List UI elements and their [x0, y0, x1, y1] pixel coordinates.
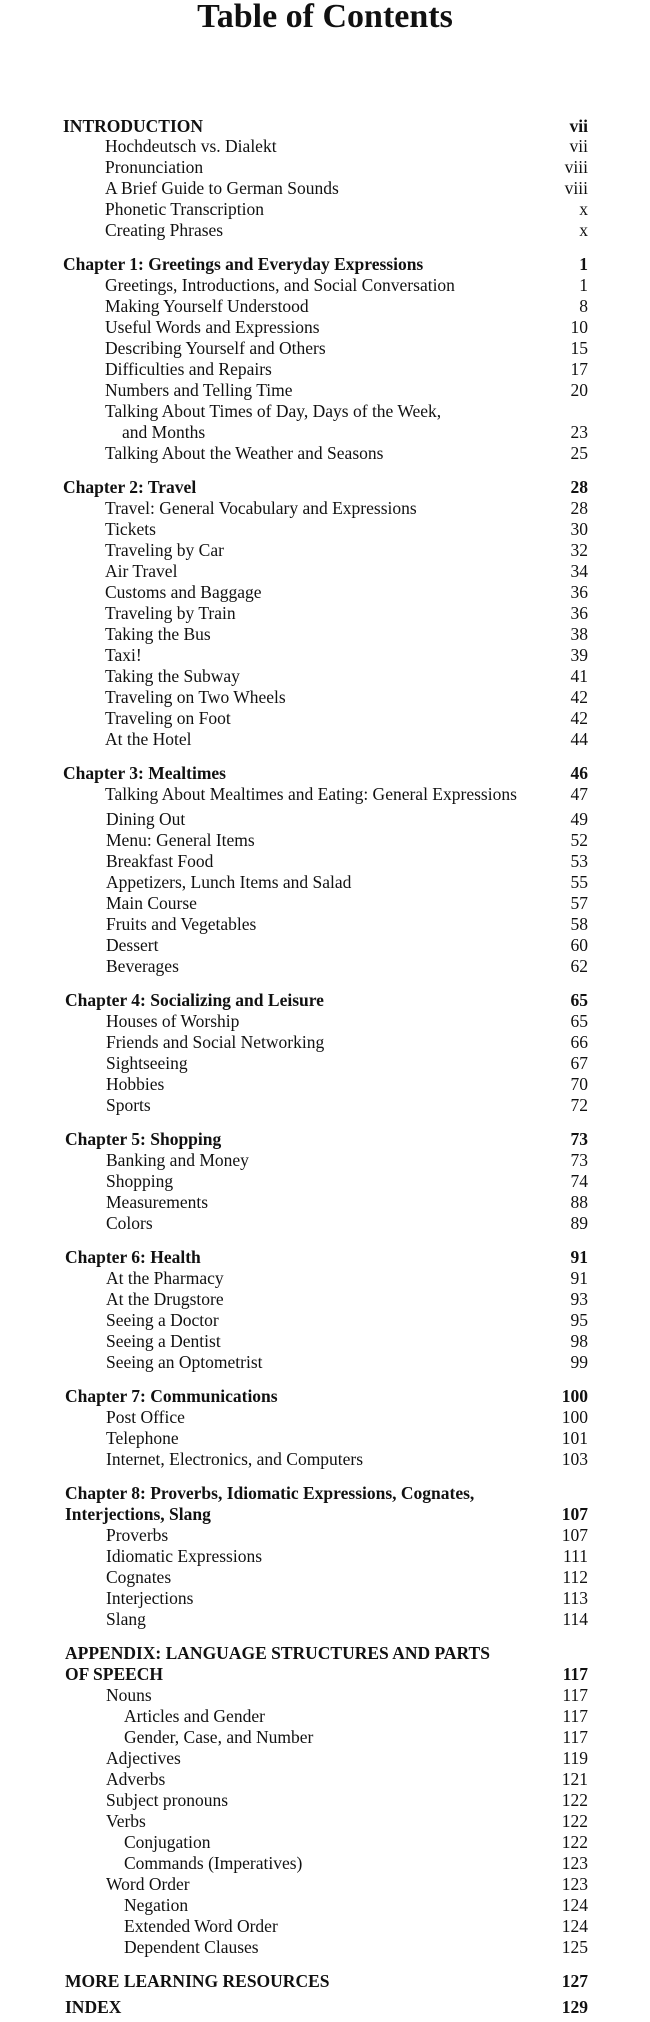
toc-entry-page-number: 42	[570, 687, 588, 707]
toc-entry-label: Interjections	[106, 1588, 194, 1608]
toc-entry[interactable]	[0, 1331, 650, 1352]
toc-entry-label: At the Hotel	[105, 729, 192, 749]
toc-entry-page-number: 123	[561, 1853, 588, 1873]
toc-entry-page-number: 91	[570, 1247, 588, 1267]
toc-entry-page-number: 57	[570, 893, 588, 913]
toc-entry[interactable]	[0, 1095, 650, 1116]
toc-entry-label: Post Office	[106, 1407, 185, 1427]
toc-entry-page-number: 93	[570, 1289, 588, 1309]
toc-entry-page-number: 30	[570, 519, 588, 539]
toc-entry-label: Talking About Mealtimes and Eating: General Expressions	[105, 784, 517, 804]
toc-entry-page-number: 123	[561, 1874, 588, 1894]
toc-entry[interactable]	[0, 1032, 650, 1053]
toc-entry-label: Taking the Bus	[105, 624, 211, 644]
toc-entry-label: Traveling by Car	[105, 540, 224, 560]
toc-entry[interactable]	[0, 1916, 650, 1937]
toc-entry-label: Commands (Imperatives)	[124, 1853, 303, 1873]
toc-section-heading[interactable]	[0, 990, 650, 1011]
toc-entry[interactable]	[0, 1053, 650, 1074]
toc-entry-label: Seeing a Dentist	[106, 1331, 221, 1351]
toc-entry-page-number: 124	[561, 1916, 588, 1936]
toc-entry-page-number: 36	[570, 603, 588, 623]
toc-entry[interactable]	[0, 338, 650, 359]
toc-entry-label: Measurements	[106, 1192, 209, 1212]
toc-entry-page-number: 65	[570, 990, 588, 1010]
toc-entry-label: Gender, Case, and Number	[124, 1727, 314, 1747]
toc-entry-label: Making Yourself Understood	[105, 296, 309, 316]
toc-entry-page-number: 60	[570, 935, 588, 955]
toc-entry-label: Chapter 7: Communications	[65, 1386, 278, 1406]
toc-section-heading[interactable]	[0, 763, 650, 784]
toc-entry-label: Adjectives	[106, 1748, 181, 1768]
toc-entry-page-number: 117	[562, 1727, 588, 1747]
toc-section-heading[interactable]	[0, 1483, 650, 1504]
toc-entry[interactable]	[0, 1895, 650, 1916]
toc-section-heading[interactable]	[0, 1247, 650, 1268]
toc-entry-page-number: 99	[570, 1352, 588, 1372]
toc-entry-label: Chapter 2: Travel	[63, 477, 197, 497]
toc-entry-page-number: 17	[570, 359, 588, 379]
toc-entry[interactable]	[0, 872, 650, 893]
toc-entry-page-number: 62	[570, 956, 588, 976]
toc-entry-page-number: 66	[570, 1032, 588, 1052]
toc-entry-page-number: 117	[562, 1706, 588, 1726]
toc-section-heading[interactable]	[0, 1386, 650, 1407]
toc-entry-page-number: 25	[570, 443, 588, 463]
toc-entry-page-number: 111	[563, 1546, 588, 1566]
toc-entry[interactable]	[0, 1748, 650, 1769]
toc-entry-page-number: 72	[570, 1095, 588, 1115]
toc-entry-label: Extended Word Order	[124, 1916, 278, 1936]
toc-entry-label: Chapter 5: Shopping	[65, 1129, 222, 1149]
toc-entry-label: Customs and Baggage	[105, 582, 262, 602]
toc-entry[interactable]	[0, 1811, 650, 1832]
toc-entry-label: Shopping	[106, 1171, 174, 1191]
toc-entry-page-number: vii	[569, 136, 588, 156]
toc-entry-page-number: 42	[570, 708, 588, 728]
toc-entry[interactable]	[0, 1268, 650, 1289]
toc-entry-label: Dining Out	[106, 809, 186, 829]
toc-entry[interactable]	[0, 136, 650, 157]
toc-entry-label: MORE LEARNING RESOURCES	[65, 1971, 330, 1991]
toc-entry[interactable]	[0, 687, 650, 708]
toc-entry-page-number: 73	[570, 1129, 588, 1149]
toc-entry[interactable]	[0, 178, 650, 199]
toc-entry[interactable]	[0, 519, 650, 540]
toc-entry[interactable]	[0, 1727, 650, 1748]
toc-entry-label: INTRODUCTION	[63, 116, 204, 136]
toc-entry-label: Traveling on Foot	[105, 708, 231, 728]
toc-entry-label: Traveling on Two Wheels	[105, 687, 286, 707]
toc-entry-label: Travel: General Vocabulary and Expressions	[105, 498, 417, 518]
toc-entry-page-number: 10	[570, 317, 588, 337]
toc-entry[interactable]	[0, 359, 650, 380]
toc-entry-label: Slang	[106, 1609, 146, 1629]
toc-entry[interactable]	[0, 1449, 650, 1470]
toc-entry[interactable]	[0, 1546, 650, 1567]
toc-entry[interactable]	[0, 1832, 650, 1853]
toc-entry-page-number: 15	[570, 338, 588, 358]
page-title: Table of Contents	[197, 0, 453, 35]
toc-entry-page-number: 23	[570, 422, 588, 442]
toc-entry-label: Verbs	[106, 1811, 146, 1831]
toc-entry-page-number: 88	[570, 1192, 588, 1212]
toc-entry[interactable]	[0, 1874, 650, 1895]
toc-entry[interactable]	[0, 603, 650, 624]
toc-entry-page-number: 107	[561, 1504, 588, 1524]
toc-entry-page-number: 122	[561, 1811, 588, 1831]
toc-entry[interactable]	[0, 1937, 650, 1958]
toc-entry-label: Proverbs	[106, 1525, 169, 1545]
toc-entry-page-number: 112	[562, 1567, 588, 1587]
toc-entry-page-number: 8	[579, 296, 588, 316]
toc-entry-page-number: 95	[570, 1310, 588, 1330]
toc-entry[interactable]	[0, 956, 650, 977]
toc-entry-page-number: 55	[570, 872, 588, 892]
toc-entry-page-number: 91	[570, 1268, 588, 1288]
toc-entry-label: Fruits and Vegetables	[106, 914, 257, 934]
toc-entry[interactable]	[0, 401, 650, 422]
toc-entry[interactable]	[0, 914, 650, 935]
toc-entry-label: Friends and Social Networking	[106, 1032, 325, 1052]
toc-entry[interactable]	[0, 1588, 650, 1609]
toc-entry-page-number: vii	[569, 116, 588, 136]
toc-entry[interactable]	[0, 1289, 650, 1310]
toc-entry-page-number: 36	[570, 582, 588, 602]
toc-entry-label: Word Order	[106, 1874, 190, 1894]
toc-entry-page-number: 101	[561, 1428, 588, 1448]
toc-entry[interactable]	[0, 582, 650, 603]
toc-entry[interactable]	[0, 422, 650, 443]
toc-entry-label: Seeing an Optometrist	[106, 1352, 263, 1372]
toc-entry[interactable]	[0, 540, 650, 561]
toc-entry-page-number: 117	[562, 1664, 588, 1684]
toc-entry-page-number: 38	[570, 624, 588, 644]
toc-entry-page-number: 129	[561, 1997, 588, 2017]
toc-section-heading[interactable]	[0, 477, 650, 498]
toc-section-heading[interactable]	[0, 1504, 650, 1525]
toc-entry-label: Idiomatic Expressions	[106, 1546, 263, 1566]
toc-entry-label: Beverages	[106, 956, 179, 976]
toc-entry[interactable]	[0, 317, 650, 338]
toc-entry-page-number: 53	[570, 851, 588, 871]
toc-entry-label: Telephone	[106, 1428, 179, 1448]
toc-entry-page-number: 1	[579, 254, 588, 274]
toc-entry[interactable]	[0, 498, 650, 519]
toc-entry-label: Dependent Clauses	[124, 1937, 259, 1957]
toc-entry[interactable]	[0, 893, 650, 914]
toc-entry-page-number: 103	[561, 1449, 588, 1469]
toc-entry-label: APPENDIX: LANGUAGE STRUCTURES AND PARTS	[65, 1643, 490, 1663]
toc-entry-label: Difficulties and Repairs	[105, 359, 272, 379]
toc-entry-page-number: 121	[561, 1769, 588, 1789]
toc-entry-label: Seeing a Doctor	[106, 1310, 219, 1330]
toc-entry-page-number: 49	[570, 809, 588, 829]
toc-entry[interactable]	[0, 1685, 650, 1706]
toc-entry[interactable]	[0, 1011, 650, 1032]
toc-entry[interactable]	[0, 380, 650, 401]
toc-entry[interactable]	[0, 1310, 650, 1331]
toc-entry-page-number: 100	[561, 1407, 588, 1427]
toc-entry[interactable]	[0, 708, 650, 729]
toc-entry-page-number: x	[579, 220, 588, 240]
toc-entry[interactable]	[0, 729, 650, 750]
toc-entry-page-number: 127	[561, 1971, 588, 1991]
toc-entry-label: Negation	[124, 1895, 189, 1915]
toc-entry-label: Nouns	[106, 1685, 152, 1705]
toc-entry[interactable]	[0, 1769, 650, 1790]
toc-entry-label: Traveling by Train	[105, 603, 236, 623]
toc-entry-label: Greetings, Introductions, and Social Conversation	[105, 275, 455, 295]
toc-entry-page-number: 47	[570, 784, 588, 804]
toc-entry-label: At the Pharmacy	[106, 1268, 224, 1288]
toc-entry[interactable]	[0, 561, 650, 582]
toc-entry-page-number: 41	[570, 666, 588, 686]
toc-entry-page-number: 20	[570, 380, 588, 400]
toc-section-heading[interactable]	[0, 1997, 650, 2018]
toc-entry-label: Dessert	[106, 935, 159, 955]
toc-entry-label: Tickets	[105, 519, 156, 539]
toc-entry-page-number: viii	[564, 178, 588, 198]
toc-entry-page-number: 65	[570, 1011, 588, 1031]
toc-entry[interactable]	[0, 1525, 650, 1546]
toc-section-heading[interactable]	[0, 116, 650, 137]
toc-entry[interactable]	[0, 645, 650, 666]
toc-entry[interactable]	[0, 1706, 650, 1727]
toc-entry[interactable]	[0, 851, 650, 872]
toc-entry[interactable]	[0, 624, 650, 645]
toc-entry[interactable]	[0, 1352, 650, 1373]
toc-entry-label: OF SPEECH	[65, 1664, 164, 1684]
toc-entry[interactable]	[0, 935, 650, 956]
toc-entry-label: Breakfast Food	[106, 851, 214, 871]
toc-entry-label: and Months	[122, 422, 206, 442]
toc-entry[interactable]	[0, 1567, 650, 1588]
toc-entry-label: Useful Words and Expressions	[105, 317, 320, 337]
toc-entry-label: Numbers and Telling Time	[105, 380, 293, 400]
toc-entry-page-number: x	[579, 199, 588, 219]
toc-entry-label: Sightseeing	[106, 1053, 188, 1073]
toc-entry-page-number: 58	[570, 914, 588, 934]
toc-entry-label: Appetizers, Lunch Items and Salad	[106, 872, 352, 892]
toc-entry-label: Describing Yourself and Others	[105, 338, 326, 358]
toc-entry[interactable]	[0, 296, 650, 317]
toc-entry-label: Subject pronouns	[106, 1790, 229, 1810]
toc-entry-label: Taxi!	[105, 645, 142, 665]
toc-entry-page-number: 113	[562, 1588, 588, 1608]
toc-entry-label: Chapter 6: Health	[65, 1247, 201, 1267]
toc-entry-label: Chapter 3: Mealtimes	[63, 763, 226, 783]
toc-entry-label: Talking About Times of Day, Days of the Week,	[105, 401, 442, 421]
toc-entry[interactable]	[0, 199, 650, 220]
toc-entry-label: Taking the Subway	[105, 666, 240, 686]
toc-entry[interactable]	[0, 784, 650, 805]
toc-entry-page-number: 100	[561, 1386, 588, 1406]
toc-entry-label: Phonetic Transcription	[105, 199, 264, 219]
toc-entry-page-number: 52	[570, 830, 588, 850]
toc-entry-page-number: 34	[570, 561, 588, 581]
toc-entry-label: Sports	[106, 1095, 151, 1115]
toc-entry-label: Cognates	[106, 1567, 172, 1587]
toc-entry[interactable]	[0, 1428, 650, 1449]
toc-entry[interactable]	[0, 1790, 650, 1811]
toc-entry-page-number: 125	[561, 1937, 588, 1957]
toc-entry-page-number: 39	[570, 645, 588, 665]
toc-entry-page-number: 107	[561, 1525, 588, 1545]
toc-entry-page-number: 124	[561, 1895, 588, 1915]
toc-entry-label: Air Travel	[105, 561, 178, 581]
toc-entry-page-number: 46	[570, 763, 588, 783]
toc-entry-page-number: 28	[570, 477, 588, 497]
toc-entry-label: Adverbs	[106, 1769, 166, 1789]
toc-entry[interactable]	[0, 1609, 650, 1630]
toc-entry-page-number: 117	[562, 1685, 588, 1705]
toc-entry-label: At the Drugstore	[106, 1289, 224, 1309]
toc-entry-label: Houses of Worship	[106, 1011, 240, 1031]
toc-entry-label: Hochdeutsch vs. Dialekt	[105, 136, 277, 156]
toc-entry[interactable]	[0, 1171, 650, 1192]
toc-entry-label: Talking About the Weather and Seasons	[105, 443, 384, 463]
toc-entry-label: Chapter 1: Greetings and Everyday Expressions	[63, 254, 424, 274]
toc-entry-label: Chapter 8: Proverbs, Idiomatic Expressions, Cognates,	[65, 1483, 475, 1503]
toc-entry-label: Conjugation	[124, 1832, 211, 1852]
toc-entry-page-number: 73	[570, 1150, 588, 1170]
toc-entry-page-number: 89	[570, 1213, 588, 1233]
toc-entry-page-number: 74	[570, 1171, 588, 1191]
toc-entry[interactable]	[0, 1853, 650, 1874]
toc-entry-page-number: 44	[570, 729, 588, 749]
toc-entry-page-number: 98	[570, 1331, 588, 1351]
toc-entry[interactable]	[0, 1074, 650, 1095]
toc-entry[interactable]	[0, 809, 650, 830]
toc-entry[interactable]	[0, 443, 650, 464]
toc-entry[interactable]	[0, 1192, 650, 1213]
toc-entry[interactable]	[0, 830, 650, 851]
toc-entry-label: Pronunciation	[105, 157, 204, 177]
toc-entry-page-number: 70	[570, 1074, 588, 1094]
toc-section-heading[interactable]	[0, 1971, 650, 1992]
toc-entry-label: Chapter 4: Socializing and Leisure	[65, 990, 324, 1010]
toc-entry-page-number: 122	[561, 1790, 588, 1810]
toc-entry-page-number: 32	[570, 540, 588, 560]
toc-entry-label: INDEX	[65, 1997, 122, 2017]
toc-section-heading[interactable]	[0, 1129, 650, 1150]
toc-entry-label: Banking and Money	[106, 1150, 249, 1170]
toc-entry-label: Menu: General Items	[106, 830, 255, 850]
toc-entry-label: Creating Phrases	[105, 220, 224, 240]
toc-entry-label: Main Course	[106, 893, 197, 913]
toc-entry[interactable]	[0, 275, 650, 296]
toc-section-heading[interactable]	[0, 1664, 650, 1685]
toc-entry-page-number: 119	[562, 1748, 588, 1768]
toc-section-heading[interactable]	[0, 254, 650, 275]
toc-entry[interactable]	[0, 1407, 650, 1428]
toc-entry[interactable]	[0, 220, 650, 241]
toc-entry-label: Colors	[106, 1213, 153, 1233]
toc-entry-label: Interjections, Slang	[65, 1504, 211, 1524]
toc-entry-page-number: viii	[564, 157, 588, 177]
toc-entry[interactable]	[0, 157, 650, 178]
toc-entry-page-number: 67	[570, 1053, 588, 1073]
toc-entry-label: Internet, Electronics, and Computers	[106, 1449, 364, 1469]
toc-entry-page-number: 1	[579, 275, 588, 295]
toc-entry-page-number: 28	[570, 498, 588, 518]
toc-entry-label: Hobbies	[106, 1074, 165, 1094]
toc-entry[interactable]	[0, 1213, 650, 1234]
toc-entry-page-number: 122	[561, 1832, 588, 1852]
toc-entry-page-number: 114	[562, 1609, 588, 1629]
toc-entry-label: A Brief Guide to German Sounds	[105, 178, 339, 198]
toc-entry[interactable]	[0, 666, 650, 687]
toc-entry[interactable]	[0, 1150, 650, 1171]
toc-section-heading[interactable]	[0, 1643, 650, 1664]
toc-entry-label: Articles and Gender	[124, 1706, 265, 1726]
